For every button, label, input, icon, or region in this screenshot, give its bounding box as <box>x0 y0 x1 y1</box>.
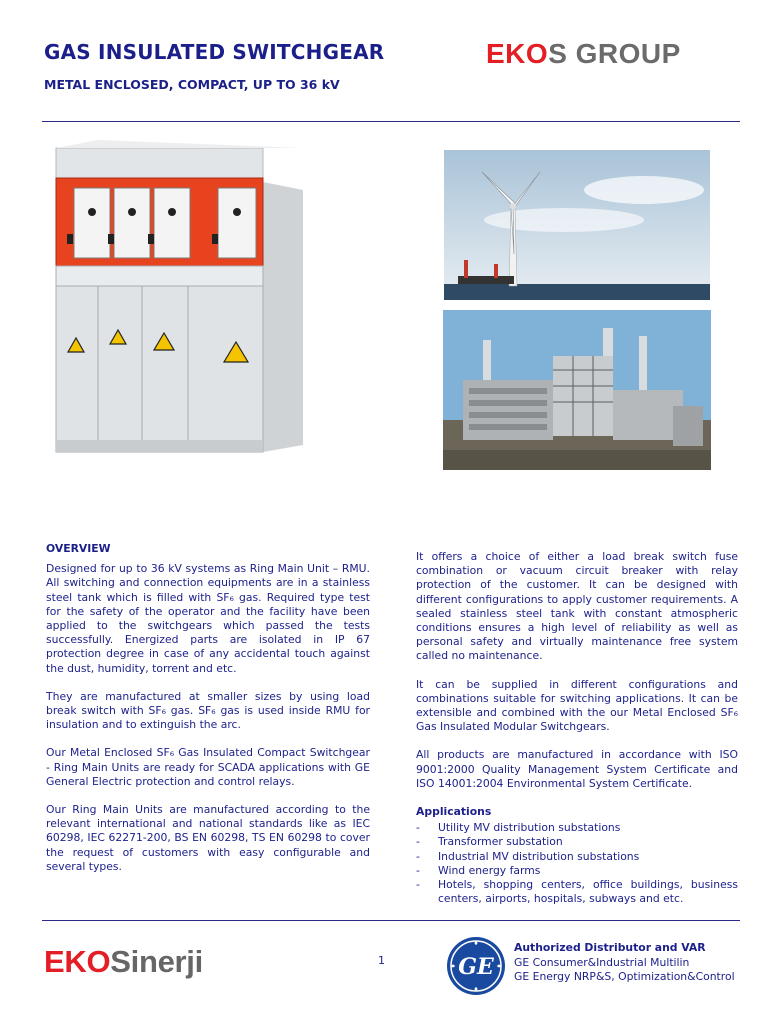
overview-paragraph: They are manufactured at smaller sizes by using load break switch with SF₆ gas. SF₆ gas is used inside RMU for insulation and to extinguish the arc. <box>46 689 370 732</box>
overview-paragraph: Designed for up to 36 kV systems as Ring Main Unit – RMU. All switching and connection equipments are in a stainless steel tank which is filled with SF₆ gas. Required type test for the safety of the operator and the facility have been applied to the switchgears which passed the tests successfully. Energized parts are isolated in IP 67 protection degree in case of any accidental touch against the dust, humidity, torrent and etc. <box>46 562 370 675</box>
overview-paragraph: Our Ring Main Units are manufactured according to the relevant international and national standards like as IEC 60298, IEC 62271-200, BS EN 60298, TS EN 60298 to cover the request of customers with easy configurable and several types. <box>46 803 370 873</box>
application-text: Transformer substation <box>438 835 563 849</box>
logo-red-part: EKO <box>44 944 111 979</box>
ekosinerji-logo <box>44 944 203 980</box>
footer-divider <box>42 920 740 921</box>
dash: - <box>416 863 420 877</box>
dash: - <box>416 835 420 849</box>
header-divider <box>42 121 740 122</box>
logo-gray-part: S GROUP <box>548 38 681 69</box>
distributor-line: GE Consumer&Industrial Multilin <box>514 955 690 969</box>
distributor-line: GE Energy NRP&S, Optimization&Control <box>514 970 735 983</box>
logo-gray-part: Sinerji <box>110 944 203 979</box>
list-item <box>416 878 738 906</box>
list-item <box>416 850 738 864</box>
page-number: 1 <box>378 954 385 967</box>
distributor-title: Authorized Distributor and VAR <box>514 941 706 954</box>
right-column <box>416 550 738 906</box>
wind-turbine-photo <box>444 150 710 300</box>
list-item <box>416 821 738 835</box>
ge-logo <box>446 936 506 996</box>
right-paragraph: All products are manufactured in accordance with ISO 9001:2000 Quality Management System Certificate and ISO 14001:2004 Environmental System Certificate. <box>416 748 738 790</box>
applications-list <box>416 821 738 906</box>
dash: - <box>416 849 420 863</box>
application-text: Industrial MV distribution substations <box>438 849 640 863</box>
dash: - <box>416 821 420 835</box>
ge-mark-text: GE <box>458 954 494 980</box>
logo-red-part: EKO <box>486 38 549 69</box>
distributor-info <box>514 941 735 985</box>
list-item <box>416 835 738 849</box>
industrial-substation-photo <box>443 310 711 470</box>
right-paragraph: It offers a choice of either a load break switch fuse combination or vacuum circuit breaker with relay protection of the customer. It can be designed with different configurations to apply customer requirements. A sealed stainless steel tank with constant atmospheric conditions ensures a high level of reliability as well as personal safety and virtually maintenance free system called no maintenance. <box>416 550 738 663</box>
list-item <box>416 864 738 878</box>
page-title: GAS INSULATED SWITCHGEAR <box>44 40 385 64</box>
page-subtitle: METAL ENCLOSED, COMPACT, UP TO 36 kV <box>44 77 340 92</box>
overview-column <box>46 542 370 888</box>
overview-heading: OVERVIEW <box>46 542 111 555</box>
application-text: Wind energy farms <box>438 863 541 877</box>
right-paragraph: It can be supplied in different configurations and combinations suitable for switching applications. It can be extensible and combined with the our Metal Enclosed SF₆ Gas Insulated Modular Switchgears. <box>416 677 738 734</box>
applications-heading: Applications <box>416 805 492 819</box>
switchgear-photo <box>48 140 308 460</box>
ekos-group-logo <box>486 38 681 70</box>
application-text: Hotels, shopping centers, office buildings, business centers, airports, hospitals, subways and etc. <box>438 878 738 906</box>
dash: - <box>416 878 420 892</box>
overview-paragraph: Our Metal Enclosed SF₆ Gas Insulated Compact Switchgear - Ring Main Units are ready for SCADA applications with GE General Electric protection and control relays. <box>46 746 370 788</box>
application-text: Utility MV distribution substations <box>438 821 621 835</box>
